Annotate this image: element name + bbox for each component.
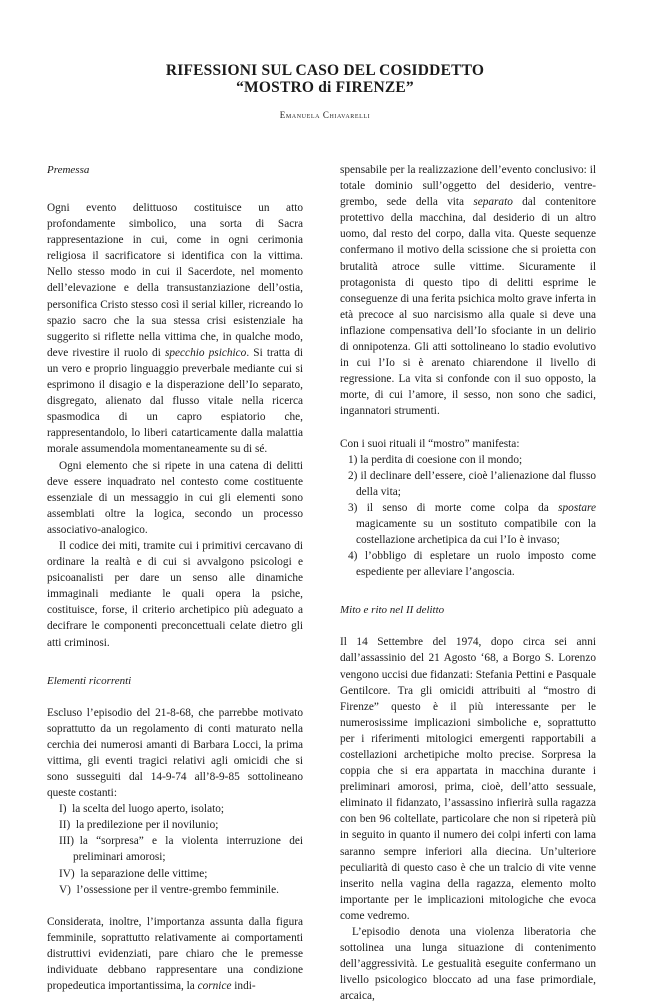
list-item: I) la scelta del luogo aperto, isolato; (59, 803, 225, 816)
article-title (60, 62, 590, 96)
paragraph: L’episodio denota una violenza liberatoria che sottolinea una lunga situazione di contenimento dell’aggressività. Le gestualità eseguite confermano un livello psicologico bloccato ad una fase primordiale, arcaica, (340, 926, 596, 1003)
list-item: III) la “sorpresa” e la violenta interruzione dei preliminari amorosi; (59, 835, 303, 864)
paragraph: Escluso l’episodio del 21-8-68, che parrebbe motivato soprattutto da un regolamento di conti maturato nella cerchia dei numerosi amanti di Barbara Locci, la prima vittima, gli eventi tragici relativi agli omicidi che si sono susseguiti dal 14-9-74 all’8-9-85 sottolineano queste costanti: (47, 706, 303, 800)
text-run: Considerata, inoltre, l’importanza assunta dalla figura femminile, soprattutto relativamente ai comportamenti distruttivi evidenziati, pare chiaro che le premesse individuate debbano rappresentare una condizione propedeutica importantissima, la (47, 915, 303, 993)
list-item: II) la predilezione per il novilunio; (59, 819, 219, 832)
right-column (340, 162, 596, 1005)
left-column (47, 162, 303, 994)
title-line-2: “MOSTRO di FIRENZE” (236, 79, 414, 96)
section-heading-mito: Mito e rito nel II delitto (340, 604, 445, 617)
paragraph: Ogni elemento che si ripete in una catena di delitti deve essere inquadrato nel contesto come costituente essenziale di un messaggio in cui gli elementi sono assemblati oltre la logica, secondo un processo associativo-analogico. (47, 459, 303, 536)
paragraph (340, 162, 596, 420)
emphasis: separato (473, 196, 513, 209)
title-line-1: RIFESSIONI SUL CASO DEL COSIDDETTO (165, 62, 485, 79)
text-run: Ogni evento delittuoso costituisce un atto profondamente simbolico, una sorta di Sacra rappresentazione in cui, come in ogni cerimonia religiosa il sacrificatore si identifica con la vittima. Nello stesso modo in cui il Sacerdote, nel momento dell’elevazione e della transustanziazione dell’ostia, personifica Cristo stesso così il serial killer, ricreando lo spazio sacro che la sua stessa crisi esistenziale ha suggerito si riflette nella vittima che, in qualche modo, deve rivestire il ruolo di (47, 202, 303, 359)
section-heading-elementi: Elementi ricorrenti (47, 674, 132, 687)
paragraph: Il 14 Settembre del 1974, dopo circa sei anni dall’assassinio del 21 Agosto ‘68, a Borgo S. Lorenzo vengono uccisi due fidanzati: Stefania Pettini e Pasquale Gentilcore. Tra gli omicidi attribuiti al “mostro di Firenze” questo è il più interessante per le numerosissime implicazioni simboliche e, soprattutto per i riferimenti mitologici emergenti rapportabili a costellazioni archetipiche molto precise. Sorpresa la coppia che si era appartata in macchina durante i preliminari amorosi, prima, cioè, dell’atto sessuale, eliminato il fidanzato, l’assassino infierirà sulla ragazza con ben 96 coltellate, particolare che non si ripeterà più in seguito in quanto il numero dei colpi inferti con lama saranno sempre inferiori alla diecina. Un’ulteriore peculiarità di questo caso è che un tralcio di vite venne inserito nella vagina della ragazza, elemento molto importante per le implicazioni mitologiche che evoca come vedremo. (340, 636, 596, 922)
list-item: 2) il declinare dell’essere, cioè l’alienazione dal flusso della vita; (348, 469, 596, 498)
text-run: spensabile per la realizzazione dell’evento conclusivo: il totale dominio sull’oggetto del desiderio, ventre-grembo, sede della vita (340, 164, 596, 209)
list-item: V) l’ossessione per il ventre-grembo femminile. (59, 883, 279, 896)
list-item (340, 500, 596, 548)
text-run: 3) il senso di morte come colpa da (348, 501, 559, 514)
author-name: Emanuela Chiavarelli (279, 110, 371, 120)
text-run: magicamente su un sostituto compatibile con la costellazione archetipica da cui l’Io è invaso; (356, 517, 596, 547)
paragraph (47, 914, 303, 994)
emphasis: cornice (197, 980, 232, 993)
paragraph: Il codice dei miti, tramite cui i primitivi cercavano di ordinare la realtà e di cui si avvalgono psicologi e psicoanalisti per dare un senso alle dinamiche immaginali mediante le quali opera la psiche, costituisce, forse, il criterio archetipico più adeguato a decifrare le componenti preconcettuali celate dietro gli atti criminosi. (47, 539, 303, 649)
section-heading-premessa: Premessa (47, 164, 90, 176)
emphasis: spostare (558, 501, 596, 514)
emphasis: specchio psichico (164, 346, 247, 359)
text-run: . Si tratta di un vero e proprio linguaggio preverbale mediante cui si esprimono il disagio e la disperazione dell’Io separato, disgregato, alienato dal flusso vitale nella ricerca spasmodica di un capro espiatorio che, rappresentandolo, lo liberi catarticamente dalla malattia morale assumendola momentaneamente su di sé. (47, 346, 303, 456)
text-run: indi- (231, 980, 256, 993)
paragraph: Con i suoi rituali il “mostro” manifesta: (340, 437, 520, 450)
paragraph (47, 200, 303, 458)
list-item: IV) la separazione delle vittime; (59, 867, 208, 880)
list-item: 1) la perdita di coesione con il mondo; (348, 453, 523, 466)
list-item: 4) l’obbligo di espletare un ruolo imposto come espediente per alleviare l’angoscia. (348, 550, 596, 579)
text-run: dal contenitore protettivo della macchina, dal desiderio di un altro uomo, dal resto del corpo, dalla vita. Queste sequenze confermano il motivo della scissione che si proietta con brutalità atroce sulle vittime. Sicuramente il protagonista di questo tipo di delitti esprime le conseguenze di una ferita psichica molto grave inferta in età precoce al suo narcisismo alla quale si deve una inflazione compensativa dell’Io sfociante in un delirio di onnipotenza. Gli atti sottolineano lo stadio evolutivo in cui l’Io si è arenato chiarendone il livello di regressione. La vita si confonde con il suo opposto, la morte, di cui l’amore, il sesso, non sono che sadici, ingannatori strumenti. (340, 196, 596, 418)
